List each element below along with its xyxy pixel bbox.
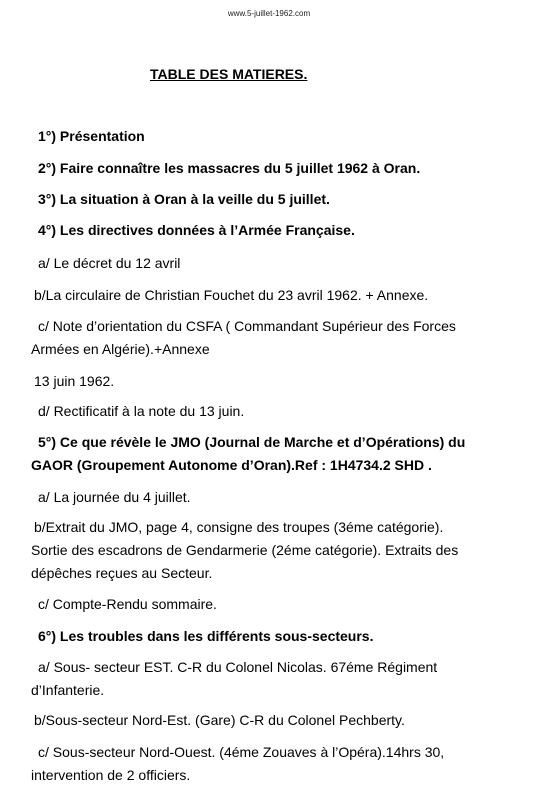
- toc-item: a/ Sous- secteur EST. C-R du Colonel Nicolas. 67éme Régiment: [38, 659, 438, 675]
- toc-item: d/ Rectificatif à la note du 13 juin.: [38, 403, 245, 419]
- website-header: www.5-juillet-1962.com: [227, 9, 311, 18]
- toc-item: c/ Sous-secteur Nord-Ouest. (4éme Zouaves à l’Opéra).14hrs 30,: [38, 744, 445, 760]
- toc-section-2: 2°) Faire connaître les massacres du 5 juillet 1962 à Oran.: [38, 160, 421, 176]
- toc-section-3: 3°) La situation à Oran à la veille du 5 juillet.: [38, 191, 330, 207]
- toc-item: c/ Compte-Rendu sommaire.: [38, 596, 217, 612]
- toc-item: a/ La journée du 4 juillet.: [38, 489, 191, 505]
- toc-item: b/Extrait du JMO, page 4, consigne des troupes (3éme catégorie).: [34, 519, 444, 535]
- toc-section-5: 5°) Ce que révèle le JMO (Journal de Marche et d’Opérations) du: [38, 434, 466, 450]
- toc-item-continuation: d’Infanterie.: [31, 682, 105, 698]
- toc-item-continuation: Armées en Algérie).+Annexe: [31, 341, 210, 357]
- toc-item: 13 juin 1962.: [34, 373, 115, 389]
- toc-section-4: 4°) Les directives données à l’Armée Française.: [38, 222, 355, 238]
- toc-item-continuation: Sortie des escadrons de Gendarmerie (2éme catégorie). Extraits des: [31, 542, 459, 558]
- toc-item-continuation: dépêches reçues au Secteur.: [31, 565, 213, 581]
- toc-item: a/ Le décret du 12 avril: [38, 255, 181, 271]
- toc-item: b/Sous-secteur Nord-Est. (Gare) C-R du Colonel Pechberty.: [34, 712, 405, 728]
- toc-item: b/La circulaire de Christian Fouchet du 23 avril 1962. + Annexe.: [34, 287, 429, 303]
- toc-section-5-continuation: GAOR (Groupement Autonome d’Oran).Ref : 1H4734.2 SHD .: [31, 457, 432, 473]
- toc-item: c/ Note d’orientation du CSFA ( Commandant Supérieur des Forces: [38, 318, 456, 334]
- toc-section-1: 1°) Présentation: [38, 128, 145, 144]
- toc-item-continuation: intervention de 2 officiers.: [31, 767, 191, 783]
- toc-section-6: 6°) Les troubles dans les différents sous-secteurs.: [38, 628, 374, 644]
- page-title: TABLE DES MATIERES.: [150, 66, 308, 82]
